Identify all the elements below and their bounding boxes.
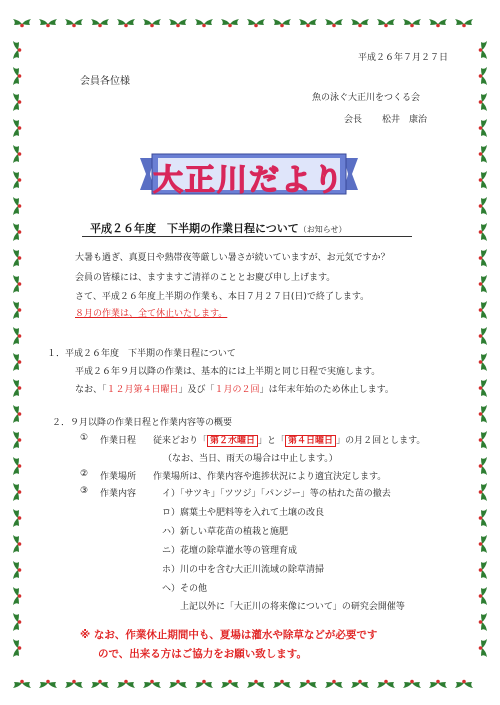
august-notice: ８月の作業は、全て休止いたします。 bbox=[75, 309, 228, 319]
holly-sprig bbox=[13, 680, 31, 688]
holly-sprig bbox=[479, 405, 487, 423]
holly-sprig bbox=[247, 680, 265, 688]
holly-sprig bbox=[247, 19, 265, 27]
item-1-note: （なお、当日、雨天の場合は中止します。） bbox=[163, 454, 338, 464]
holly-sprig bbox=[13, 327, 21, 345]
holly-sprig bbox=[479, 431, 487, 449]
holly-sprig bbox=[351, 680, 369, 688]
holly-sprig bbox=[13, 171, 21, 189]
holly-sprig bbox=[479, 353, 487, 371]
sender-name: 松井 康治 bbox=[382, 115, 428, 125]
holly-sprig bbox=[13, 509, 21, 527]
holly-sprig bbox=[13, 223, 21, 241]
holly-sprig bbox=[479, 509, 487, 527]
holly-sprig bbox=[479, 483, 487, 501]
holly-sprig bbox=[13, 613, 21, 631]
banner-title: 大正川だより bbox=[153, 163, 345, 198]
intro-line-2: 会員の皆様には、ますますご清祥のこととお慶び申し上げます。 bbox=[75, 273, 336, 283]
holly-sprig bbox=[13, 119, 21, 137]
holly-sprig bbox=[13, 639, 21, 657]
footer-note-1: ※ なお、作業休止期間中も、夏場は灌水や除草などが必要です bbox=[80, 629, 378, 641]
holly-sprig bbox=[39, 680, 57, 688]
holly-sprig bbox=[13, 535, 21, 553]
holly-sprig bbox=[479, 145, 487, 163]
item-2-number: ② bbox=[80, 469, 89, 479]
task-item: ロ）腐葉土や肥料等を入れて土壌の改良 bbox=[162, 508, 325, 518]
holly-sprig bbox=[13, 275, 21, 293]
holly-sprig bbox=[195, 680, 213, 688]
task-item: ヘ）その他 bbox=[162, 584, 208, 594]
holly-sprig bbox=[403, 19, 421, 27]
holly-sprig bbox=[91, 19, 109, 27]
holly-sprig bbox=[429, 19, 447, 27]
holly-sprig bbox=[273, 19, 291, 27]
holly-sprig bbox=[65, 680, 83, 688]
holly-sprig bbox=[479, 561, 487, 579]
holly-sprig bbox=[351, 19, 369, 27]
section-1-line-2: なお、「１２月第４日曜日」及び「１月の２回」は年末年始のため休止します。 bbox=[75, 385, 394, 395]
holly-sprig bbox=[479, 535, 487, 553]
holly-sprig bbox=[325, 19, 343, 27]
holly-sprig bbox=[13, 353, 21, 371]
holly-sprig bbox=[195, 19, 213, 27]
section-1-title: １．平成２６年度 下半期の作業日程について bbox=[47, 349, 236, 359]
holly-sprig bbox=[479, 223, 487, 241]
section-1-line-1: 平成２６年９月以降の作業は、基本的には上半期と同じ日程で実施します。 bbox=[75, 367, 381, 377]
holly-sprig bbox=[143, 680, 161, 688]
holly-sprig bbox=[479, 197, 487, 215]
holly-sprig bbox=[91, 680, 109, 688]
heading-underline bbox=[82, 236, 412, 237]
holly-sprig bbox=[13, 301, 21, 319]
item-2-label: 作業場所 bbox=[100, 472, 137, 482]
holly-sprig bbox=[479, 327, 487, 345]
holly-sprig bbox=[221, 680, 239, 688]
item-1-text: 従来どおり「 第２水曜日 」と「 第４日曜日 」の月２回とします。 bbox=[153, 436, 426, 446]
task-item: ホ）川の中を含む大正川流域の除草清掃 bbox=[162, 565, 325, 575]
section-heading: 平成２６年度 下半期の作業日程について（お知らせ） bbox=[90, 222, 347, 235]
sender-title: 会長 bbox=[344, 115, 363, 125]
holly-sprig bbox=[13, 93, 21, 111]
holly-sprig bbox=[13, 379, 21, 397]
holly-sprig bbox=[479, 457, 487, 475]
holly-sprig bbox=[169, 680, 187, 688]
holly-sprig bbox=[117, 19, 135, 27]
holly-sprig bbox=[65, 19, 83, 27]
holly-sprig bbox=[273, 680, 291, 688]
holly-sprig bbox=[479, 587, 487, 605]
task-other-detail: 上記以外に「大正川の将来像について」の研究会開催等 bbox=[180, 602, 405, 612]
holly-sprig bbox=[143, 19, 161, 27]
holly-sprig bbox=[479, 67, 487, 85]
holly-sprig bbox=[403, 680, 421, 688]
date: 平成２６年７月２７日 bbox=[357, 53, 448, 63]
holly-sprig bbox=[13, 405, 21, 423]
holly-sprig bbox=[299, 680, 317, 688]
holly-sprig bbox=[13, 197, 21, 215]
holly-sprig bbox=[13, 67, 21, 85]
item-3-number: ③ bbox=[80, 486, 89, 496]
holly-sprig bbox=[479, 93, 487, 111]
holly-sprig bbox=[13, 587, 21, 605]
holly-sprig bbox=[479, 171, 487, 189]
holly-sprig bbox=[13, 561, 21, 579]
holly-sprig bbox=[13, 483, 21, 501]
recipient: 会員各位様 bbox=[80, 76, 130, 87]
holly-sprig bbox=[377, 680, 395, 688]
holly-sprig bbox=[117, 680, 135, 688]
holly-sprig bbox=[169, 19, 187, 27]
task-item: ニ）花壇の除草灌水等の管理育成 bbox=[162, 546, 298, 556]
holly-sprig bbox=[479, 613, 487, 631]
holly-sprig bbox=[479, 249, 487, 267]
holly-sprig bbox=[39, 19, 57, 27]
holly-sprig bbox=[479, 301, 487, 319]
holly-sprig bbox=[429, 680, 447, 688]
sender-org: 魚の泳ぐ大正川をつくる会 bbox=[312, 93, 421, 103]
holly-sprig bbox=[455, 19, 473, 27]
task-item: ハ）新しい草花苗の植栽と施肥 bbox=[162, 527, 289, 537]
section-2-title: ２．９月以降の作業日程と作業内容等の概要 bbox=[52, 418, 233, 428]
holly-sprig bbox=[479, 639, 487, 657]
holly-sprig bbox=[13, 41, 21, 59]
holly-sprig bbox=[325, 680, 343, 688]
intro-line-1: 大暑も過ぎ、真夏日や熱帯夜等厳しい暑さが続いていますが、お元気ですか？ bbox=[75, 253, 390, 263]
intro-line-3: さて、平成２６年度上半期の作業も、本日７月２７日(日)で終了します。 bbox=[75, 292, 370, 302]
holly-sprig bbox=[13, 19, 31, 27]
item-1-number: ① bbox=[80, 433, 89, 443]
holly-sprig bbox=[479, 379, 487, 397]
item-3-label: 作業内容 bbox=[100, 489, 137, 499]
holly-sprig bbox=[13, 431, 21, 449]
task-item: イ）「サツキ」「ツツジ」「パンジー」等の枯れた苗の撤去 bbox=[162, 489, 391, 499]
item-2-text: 作業場所は、作業内容や進捗状況により適宜決定します。 bbox=[153, 472, 387, 482]
holly-sprig bbox=[13, 249, 21, 267]
holly-sprig bbox=[221, 19, 239, 27]
heading-note: （お知らせ） bbox=[298, 225, 347, 234]
holly-sprig bbox=[13, 457, 21, 475]
holly-sprig bbox=[299, 19, 317, 27]
holly-sprig bbox=[479, 41, 487, 59]
holly-sprig bbox=[479, 275, 487, 293]
holly-sprig bbox=[479, 119, 487, 137]
item-1-label: 作業日程 bbox=[100, 436, 137, 446]
holly-sprig bbox=[13, 145, 21, 163]
holly-sprig bbox=[455, 680, 473, 688]
holly-sprig bbox=[377, 19, 395, 27]
footer-note-2: ので、出来る方はご協力をお願い致します。 bbox=[98, 648, 307, 660]
